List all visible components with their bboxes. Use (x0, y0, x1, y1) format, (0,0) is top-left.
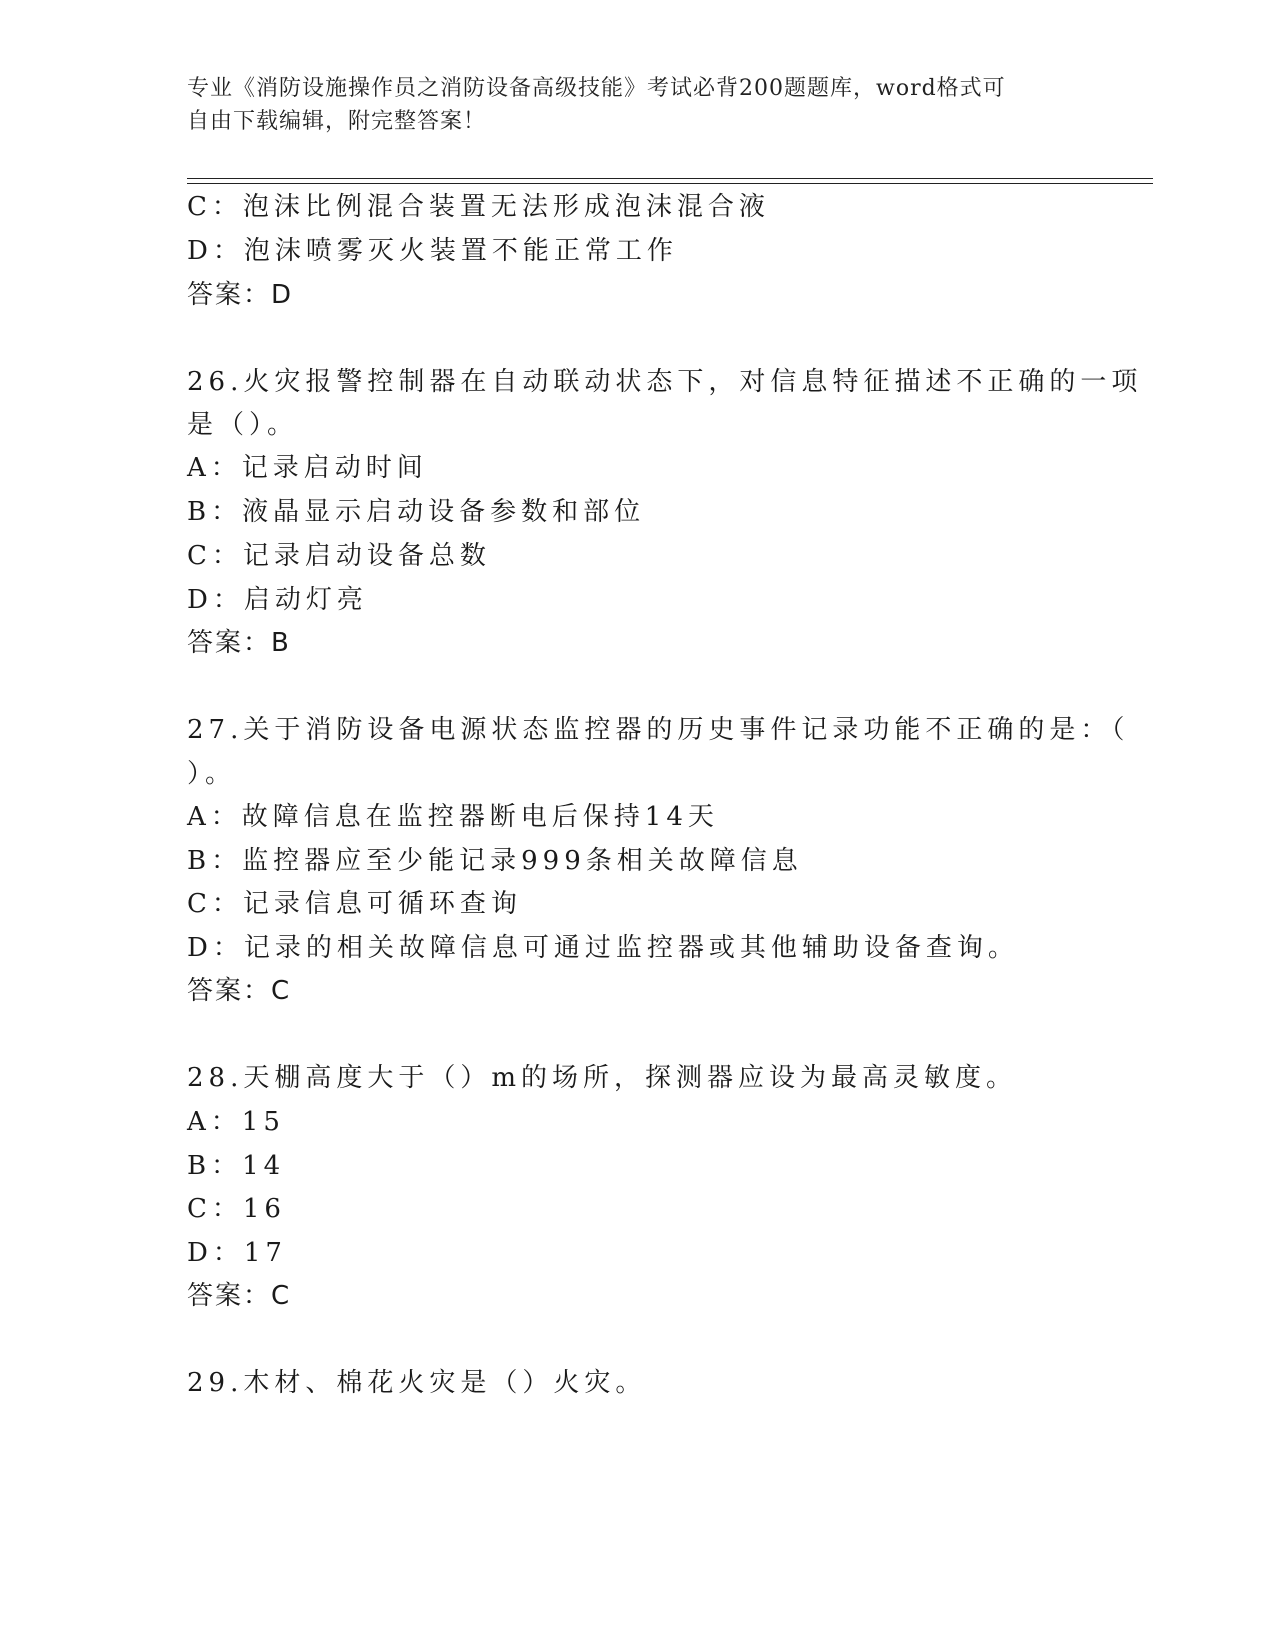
q26-stem-line-1: 26.火灾报警控制器在自动联动状态下，对信息特征描述不正确的一项 (187, 367, 1143, 397)
q28-option-b: B：14 (187, 1151, 286, 1181)
header-divider-bottom (187, 183, 1153, 184)
header-divider-top (187, 178, 1153, 179)
q28-option-c: C：16 (187, 1194, 286, 1224)
q27-option-b: B：监控器应至少能记录999条相关故障信息 (187, 846, 803, 876)
q26-option-d: D：启动灯亮 (187, 585, 368, 615)
q27-stem-line-2: ）。 (187, 759, 237, 789)
q28-stem-line-1: 28.天棚高度大于（）m的场所，探测器应设为最高灵敏度。 (187, 1063, 1018, 1093)
q28-answer: 答案：C (187, 1281, 292, 1311)
q29-stem-line-1: 29.木材、棉花火灾是（）火灾。 (187, 1368, 647, 1398)
document-header (187, 72, 1067, 138)
q27-answer: 答案：C (187, 976, 292, 1006)
q28-option-d: D：17 (187, 1238, 287, 1268)
q27-option-c: C：记录信息可循环查询 (187, 889, 522, 919)
q27-option-a: A：故障信息在监控器断电后保持14天 (187, 802, 719, 832)
q26-option-b: B：液晶显示启动设备参数和部位 (187, 497, 646, 527)
header-line-1: 专业《消防设施操作员之消防设备高级技能》考试必背200题题库，word格式可 (187, 76, 1006, 101)
q27-option-d: D：记录的相关故障信息可通过监控器或其他辅助设备查询。 (187, 933, 1019, 963)
q26-option-c: C：记录启动设备总数 (187, 541, 491, 571)
q28-option-a: A：15 (187, 1107, 285, 1137)
q26-stem-line-2: 是（）。 (187, 410, 299, 440)
q27-stem-line-1: 27.关于消防设备电源状态监控器的历史事件记录功能不正确的是：（ (187, 715, 1130, 745)
q25-option-d: D：泡沫喷雾灭火装置不能正常工作 (187, 236, 678, 266)
q25-answer: 答案：D (187, 280, 294, 310)
q25-option-c: C：泡沫比例混合装置无法形成泡沫混合液 (187, 192, 770, 222)
q26-option-a: A：记录启动时间 (187, 453, 428, 483)
q26-answer: 答案：B (187, 628, 291, 658)
header-line-2: 自由下载编辑，附完整答案！ (187, 109, 487, 134)
